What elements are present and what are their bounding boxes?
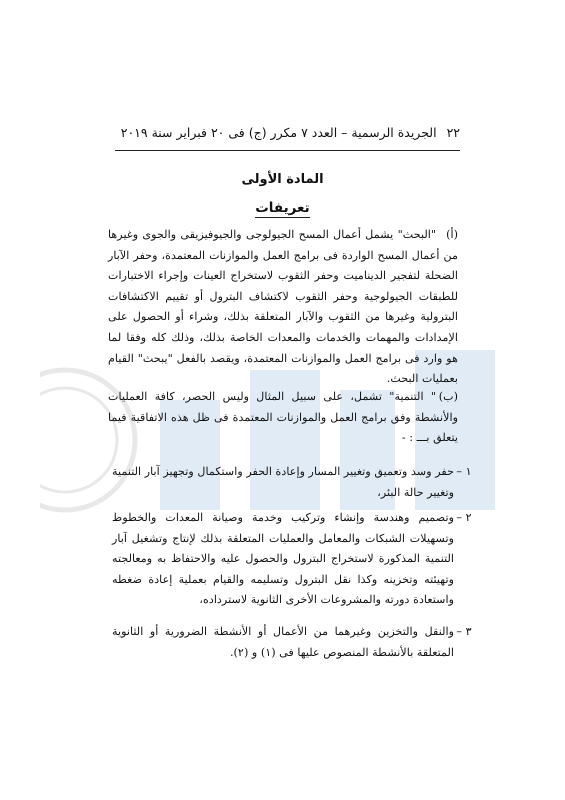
section-title-text: تعريفات bbox=[255, 200, 310, 216]
list-item-number: ٢ – bbox=[456, 511, 472, 524]
list-item bbox=[112, 622, 472, 663]
definition-b-text: " التنمية" تشمل، على سبيل المثال وليس الحصر، كافة العمليات والأنشطة وفق برامج العمل والموازنات المعتمدة فى ظل هذه الاتفاقية فيما يتعلق بـــ : - bbox=[108, 390, 458, 445]
page-number: ٢٢ bbox=[446, 125, 460, 140]
list-item-number: ٣ – bbox=[456, 625, 472, 638]
definition-b bbox=[108, 387, 458, 449]
header-divider bbox=[115, 150, 460, 151]
definition-a-text: "البحث" يشمل أعمال المسح الجيولوجى والجيوفيزيقى والجوى وغيرها من أعمال المسح الواردة فى برامج العمل والموازنات المعتمدة، وحفر الآبار الضحلة لتفجير الديناميت وحفر الثقوب لاستخراج العينات وإجراء الاختبارات للطبقات الجيولوجية وحفر الثقوب لاكتشاف البترول أو تقييم الاكتشافات البترولية وغيرها من الثقوب والآبار المتعلقة بذلك، وشراء أو الحصول على الإمدادات والمهمات والخدمات والمعدات الخاصة بذلك، وذلك كله وفقا لما هو وارد فى برامج العمل والموازنات المعتمدة، ويقصد بالفعل "يبحث" القيام بعمليات البحث. bbox=[108, 228, 458, 386]
list-item-text: حفر وسد وتعميق وتغيير المسار وإعادة الحفر واستكمال وتجهيز آبار التنمية وتغيير حالة البئر، bbox=[112, 465, 454, 499]
running-title: الجريدة الرسمية – العدد ٧ مكرر (ج) فى ٢٠ فبراير سنة ٢٠١٩ bbox=[120, 125, 437, 140]
list-item bbox=[112, 508, 472, 611]
page-header bbox=[115, 125, 460, 140]
list-item-text: والنقل والتخزين وغيرهما من الأعمال أو الأنشطة الضرورية أو الثانوية المتعلقة بالأنشطة المنصوص عليها فى (١) و (٢). bbox=[112, 625, 454, 659]
section-title bbox=[0, 200, 565, 216]
list-item-number: ١ – bbox=[456, 465, 472, 478]
list-item-text: وتصميم وهندسة وإنشاء وتركيب وخدمة وصيانة المعدات والخطوط وتسهيلات الشبكات والمعامل والعمليات المتعلقة بذلك لإنتاج وتشغيل آبار التنمية المذكورة لاستخراج البترول والحصول عليه والاحتفاظ به ومعالجته وتهيئته وتخزينه وكذا نقل البترول وتسليمه والقيام بعملية إعادة ضغطه واستعادة دورته والمشروعات الأخرى الثانوية لاسترداده، bbox=[112, 511, 454, 607]
definition-a bbox=[108, 225, 458, 390]
definition-a-label: (أ) bbox=[446, 228, 458, 241]
definition-b-label: (ب) bbox=[438, 390, 458, 403]
list-item bbox=[112, 462, 472, 503]
article-title: المادة الأولى bbox=[241, 172, 324, 187]
